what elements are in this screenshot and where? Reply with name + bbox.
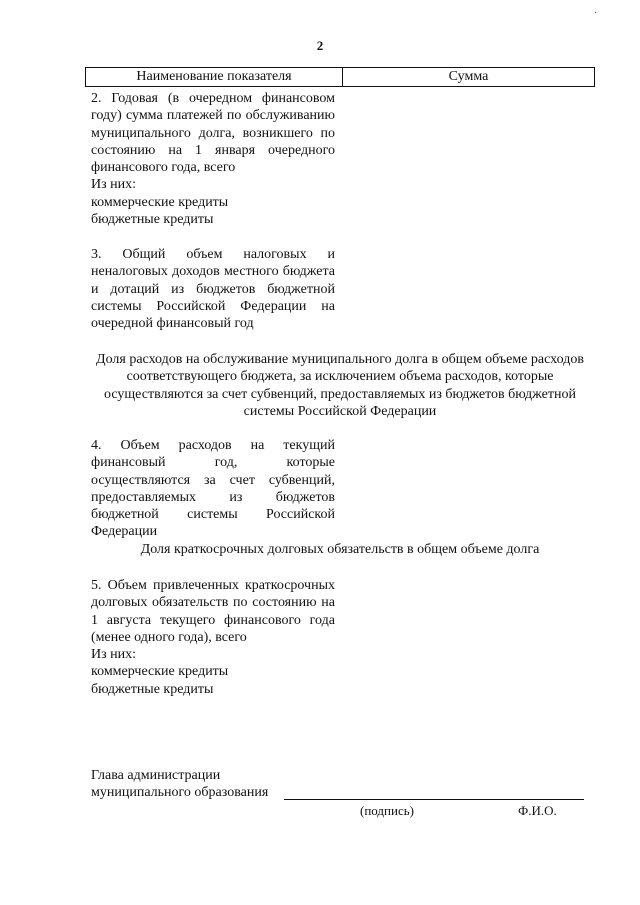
signature-caption-sign: (подпись): [360, 803, 414, 818]
corner-mark: ·: [594, 8, 598, 19]
column-header-sum: Сумма: [448, 69, 489, 84]
item-2-of-them: Из них:: [91, 177, 137, 193]
table-header: [85, 67, 595, 87]
signature-caption-name: Ф.И.О.: [518, 803, 557, 818]
signature-title-line2: муниципального образования: [91, 785, 269, 800]
column-header-name: Наименование показателя: [86, 68, 343, 86]
item-5-budget-credits: бюджетные кредиты: [91, 681, 214, 697]
item-2: [91, 90, 335, 228]
item-3-text: 3. Общий объем налоговых и неналоговых доходов местного бюджета и дотаций из бюджетов бюджетной системы Российской Федерации на очередной финансовый год: [91, 247, 335, 332]
section-short-term-share: Доля краткосрочных долговых обязательств в общем объеме долга: [140, 542, 540, 557]
item-4-text: 4. Объем расходов на текущий финансовый год, которые осуществляются за счет субвенций, предоставляемых из бюджетов бюджетной системы Российской Федерации: [91, 438, 335, 540]
item-5-text: 5. Объем привлеченных краткосрочных долговых обязательств по состоянию на 1 августа текущего финансового года (менее одного года), всего: [91, 578, 335, 645]
section-debt-service-share: Доля расходов на обслуживание муниципального долга в общем объеме расходов соответствующего бюджета, за исключением объема расходов, которые осуществляются за счет субвенций, предоставляемых из бюджетов бюджетной системы Российской Федерации: [96, 352, 584, 419]
page-number: 2: [316, 38, 324, 53]
item-2-budget-credits: бюджетные кредиты: [91, 212, 214, 228]
item-2-commercial-credits: коммерческие кредиты: [91, 194, 229, 210]
item-5-of-them: Из них:: [91, 647, 137, 663]
item-2-text: 2. Годовая (в очередном финансовом году) сумма платежей по обслуживанию муниципального долга, возникшего по состоянию на 1 января очередного финансового года, всего: [91, 91, 335, 176]
item-5: [91, 577, 335, 698]
item-5-commercial-credits: коммерческие кредиты: [91, 664, 229, 680]
item-4: [91, 437, 335, 541]
item-3: [91, 246, 335, 332]
signature-title-line1: Глава администрации: [91, 768, 221, 783]
signature-line: [284, 799, 584, 800]
